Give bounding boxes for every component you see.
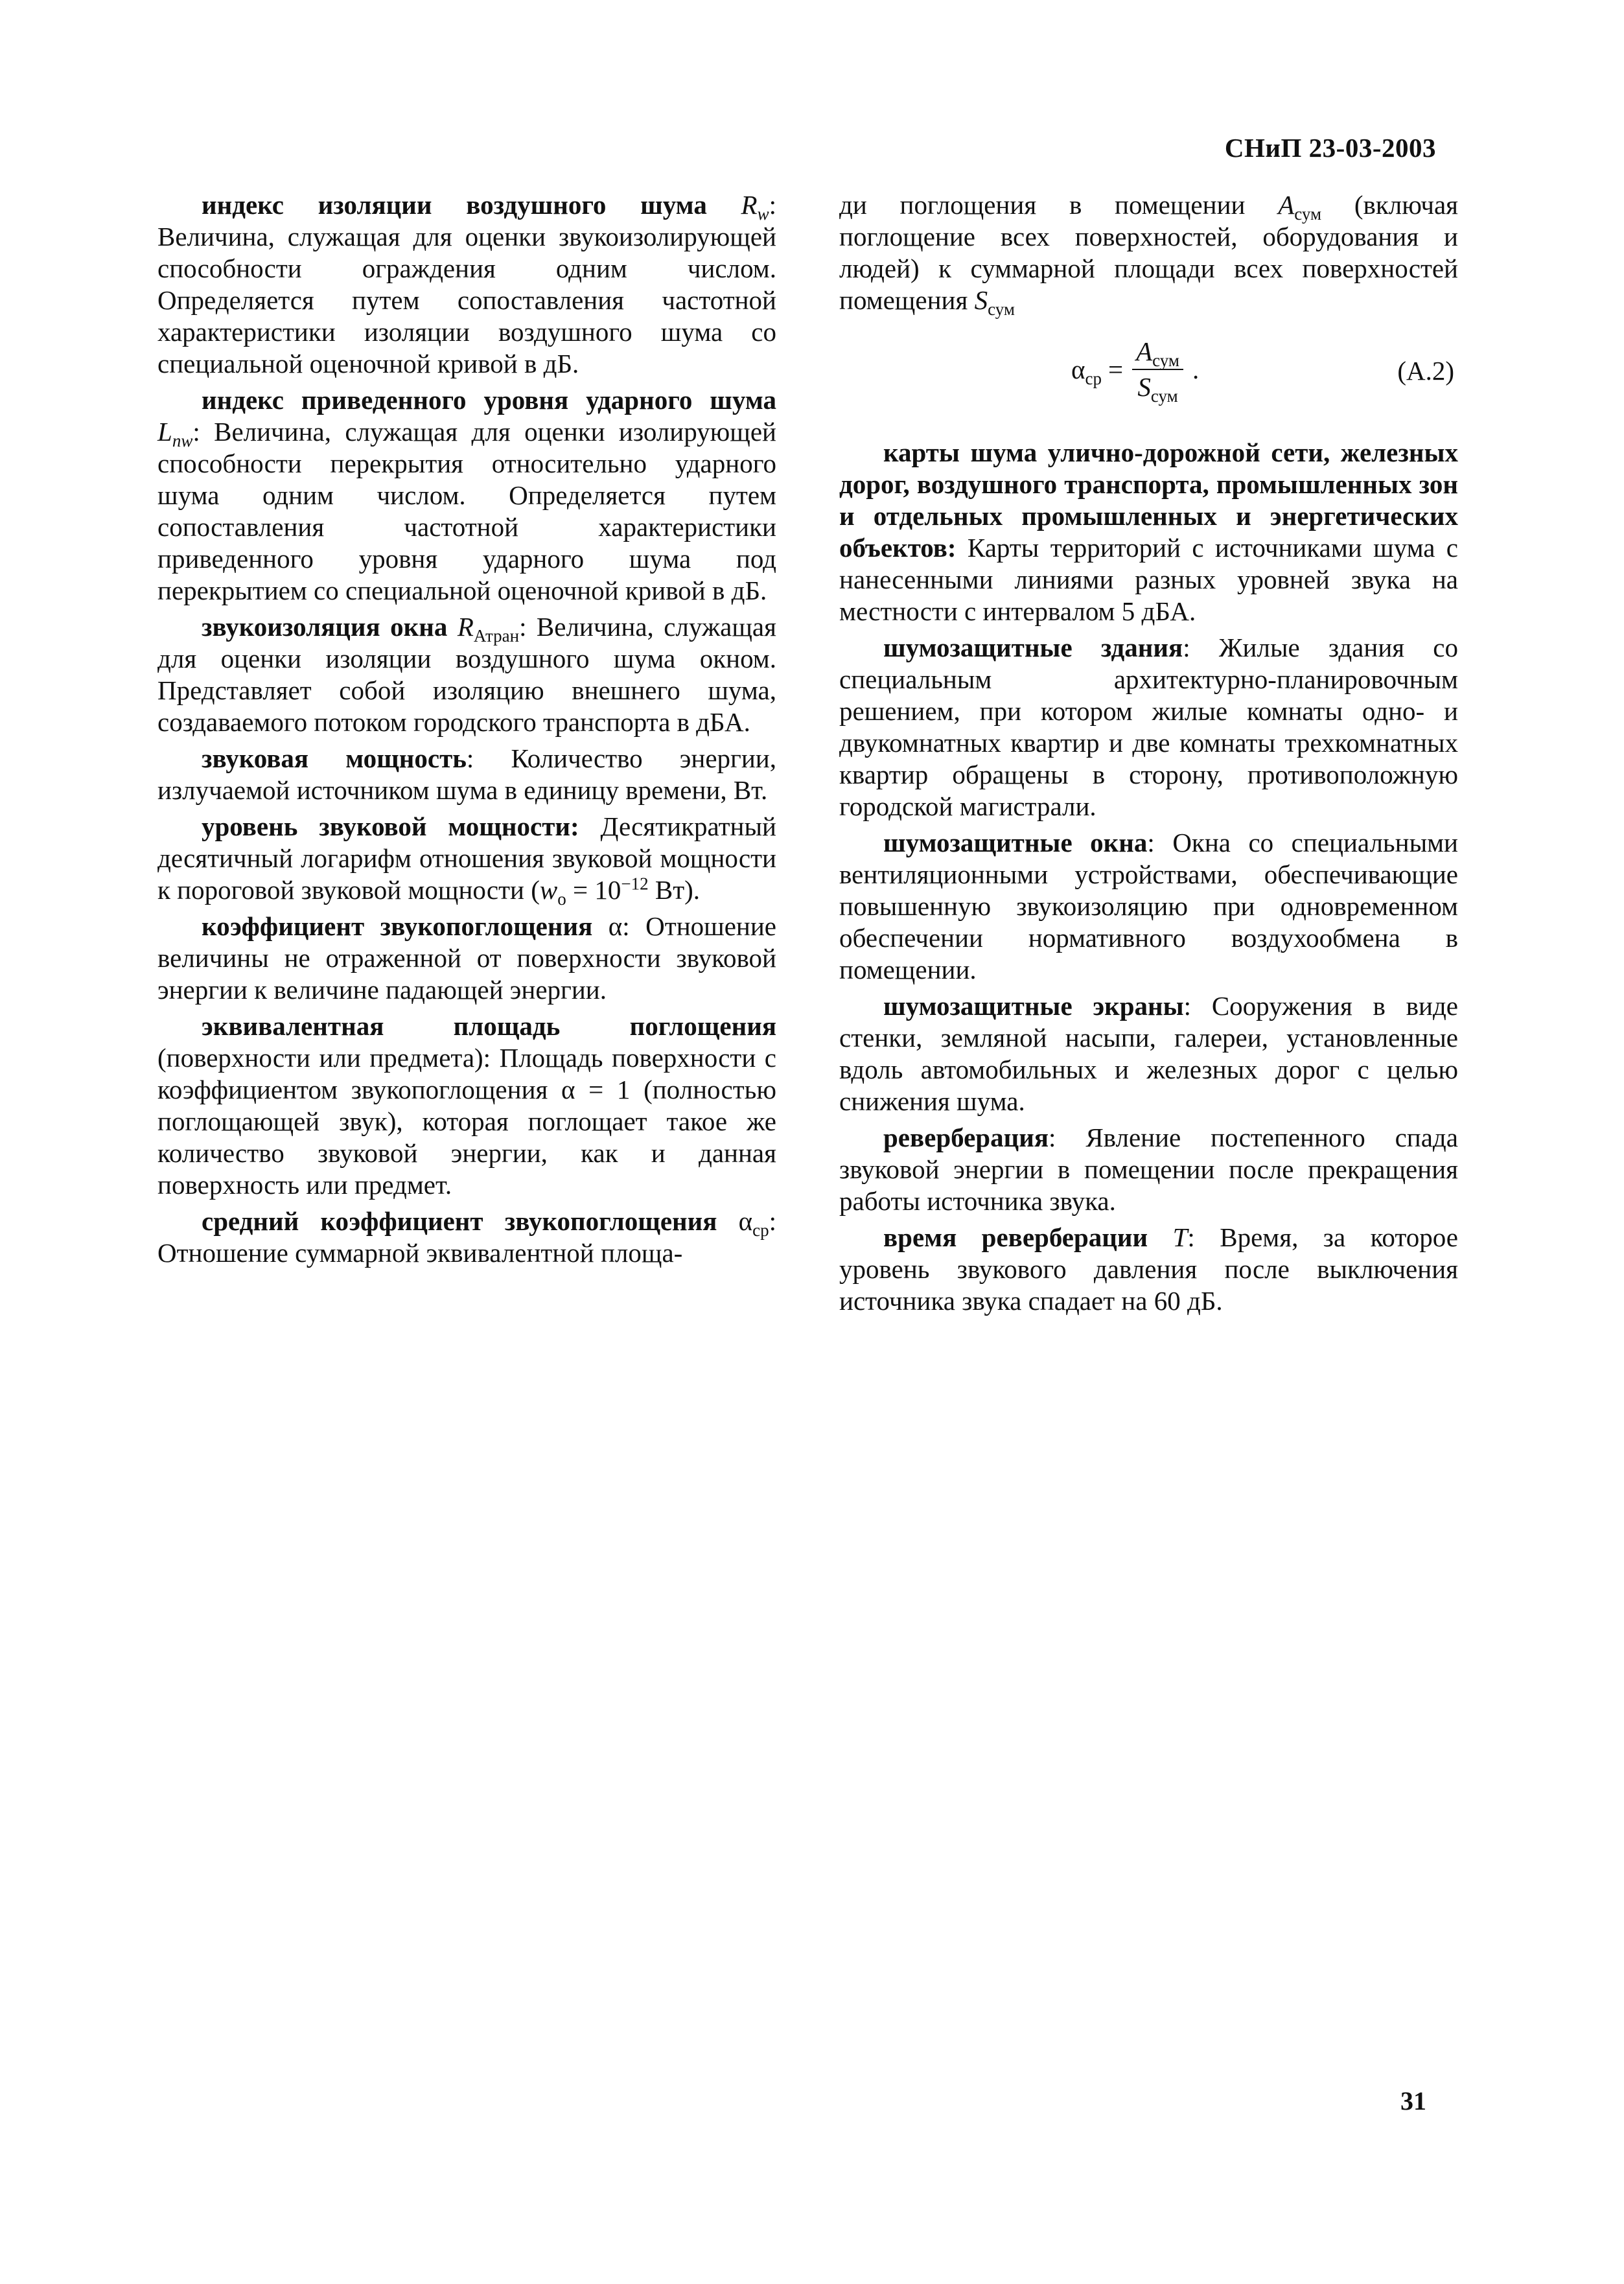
separator: : — [1147, 828, 1173, 857]
definition-text: Явление постепенного спада звуковой энергии в помещении после прекращения работы источника звука. — [839, 1123, 1458, 1216]
numerator-subscript: сум — [1152, 351, 1179, 371]
definition-text: Величина, служащая для оценки звукоизолирующей способности ограждения одним числом. Определяется путем сопоставления частотной характеристики изоляции воздушного шума со специальной оценочной кривой в дБ. — [157, 222, 776, 379]
definition-absorption-coefficient — [157, 911, 776, 1006]
symbol: w — [539, 875, 558, 905]
symbol-subscript: Атран — [473, 626, 520, 646]
exponent: −12 — [621, 874, 649, 894]
definition-noise-maps — [839, 437, 1458, 627]
separator: : — [1183, 991, 1212, 1021]
definition-term: средний коэффициент звукопоглощения — [202, 1206, 717, 1236]
formula-denominator — [1133, 370, 1181, 406]
definition-term: время реверберации — [883, 1222, 1148, 1252]
separator: : — [1049, 1123, 1086, 1152]
denominator-symbol: S — [1137, 372, 1151, 402]
definition-term: индекс приведенного уровня ударного шума — [202, 385, 776, 415]
definition-text: Отношение величины не отраженной от поверхности звуковой энергии к величине падающей энергии. — [157, 911, 776, 1005]
separator: : — [769, 190, 777, 220]
definition-term: эквивалентная площадь поглощения — [202, 1011, 776, 1041]
definition-reverberation-time — [839, 1222, 1458, 1317]
definition-text: Величина, служащая для оценки изоляции воздушного шума окном. Представляет собой изоляцию внешнего шума, создаваемого потоком городского транспорта в дБА. — [157, 612, 776, 737]
separator: : — [519, 612, 537, 642]
symbol-subscript: ср — [752, 1220, 769, 1241]
definition-sound-power — [157, 743, 776, 806]
separator: : — [466, 743, 511, 773]
page-number: 31 — [1400, 2086, 1426, 2115]
formula-lhs — [1071, 354, 1102, 386]
definition-text: Величина, служащая для оценки изолирующей способности перекрытия относительно ударного шума одним числом. Определяется путем сопоставления частотной характеристики приведенного уровня ударного шума под перекрытием со специальной оценочной кривой в дБ. — [157, 417, 776, 605]
formula-fraction — [1132, 336, 1183, 406]
symbol: α — [738, 1206, 753, 1236]
symbol: α — [608, 911, 623, 941]
symbol: T — [1148, 1222, 1188, 1252]
definition-impact-noise-index — [157, 384, 776, 607]
left-column — [157, 189, 776, 1274]
symbol: R — [741, 190, 758, 220]
denominator-subscript: сум — [1150, 386, 1178, 406]
definition-equivalent-absorption-area — [157, 1010, 776, 1201]
definition-text: (поверхности или предмета): Площадь поверхности с коэффициентом звукопоглощения α = 1 (полностью поглощающей звук), которая поглощает такое же количество звуковой энергии, как и данная поверхность или предмет. — [157, 1043, 776, 1200]
definition-term: шумозащитные окна — [883, 828, 1148, 857]
page-header: СНиП 23-03-2003 — [1224, 133, 1436, 163]
definition-text: Окна со специальными вентиляционными устройствами, обеспечивающие повышенную звукоизоляцию при одновременном обеспечении нормативного воздухообмена в помещении. — [839, 828, 1458, 985]
numerator-symbol: A — [1136, 336, 1153, 366]
right-column — [839, 189, 1458, 1322]
symbol-subscript: nw — [172, 431, 193, 451]
definition-text-after: (включая поглощение всех поверхностей, оборудования и людей) к суммарной площади всех поверхностей помещения — [839, 190, 1458, 315]
symbol-subscript: сум — [1294, 204, 1322, 224]
separator: : — [1183, 633, 1219, 662]
definition-text: ди поглощения в помещении — [839, 190, 1279, 220]
definition-text: Отношение суммарной эквивалентной площа- — [157, 1238, 683, 1268]
definition-text: Жилые здания со специальным архитектурно-планировочным решением, при котором жилые комнаты одно- и двукомнатных квартир и две комнаты трехкомнатных квартир обращены в сторону, противоположную городской магистрали. — [839, 633, 1458, 821]
definition-term: реверберация — [883, 1123, 1049, 1152]
definition-noise-protective-buildings — [839, 632, 1458, 822]
separator: : — [769, 1206, 777, 1236]
formula-numerator — [1132, 336, 1183, 370]
formula-lhs-subscript: ср — [1085, 368, 1102, 388]
definition-term: карты шума улично-дорожной сети, железных дорог, воздушного транспорта, промышленных зон и отдельных промышленных и энергетических объектов: — [839, 437, 1458, 563]
definition-mean-absorption-coefficient — [157, 1206, 776, 1269]
separator: : — [1187, 1222, 1220, 1252]
formula-equals: = — [1108, 354, 1124, 384]
definition-text: Карты территорий с источниками шума с нанесенными линиями разных уровней звука на местности с интервалом 5 дБА. — [839, 533, 1458, 626]
definition-text: Количество энергии, излучаемой источником шума в единицу времени, Вт. — [157, 743, 776, 805]
symbol-subscript: w — [757, 204, 769, 224]
definition-term: шумозащитные здания — [883, 633, 1183, 662]
definition-term: индекс изоляции воздушного шума — [202, 190, 707, 220]
formula-expression — [1071, 336, 1200, 406]
definition-continuation — [839, 189, 1458, 320]
definition-noise-barriers — [839, 990, 1458, 1117]
definition-text: Сооружения в виде стенки, земляной насыпи, галереи, установленные вдоль автомобильных и железных дорог с целью снижения шума. — [839, 991, 1458, 1116]
definition-noise-protective-windows — [839, 827, 1458, 986]
definition-text: Время, за которое уровень звукового давления после выключения источника звука спадает на 60 дБ. — [839, 1222, 1458, 1316]
definition-term: уровень звуковой мощности: — [202, 811, 579, 841]
definition-text-end: Вт). — [648, 875, 701, 905]
symbol: A — [1278, 190, 1295, 220]
definition-term: звуковая мощность — [202, 743, 467, 773]
definition-reverberation — [839, 1122, 1458, 1217]
formula-number: (А.2) — [1397, 356, 1454, 386]
symbol: R — [457, 612, 474, 642]
separator: : — [192, 417, 215, 447]
formula-a2 — [839, 332, 1458, 417]
separator: : — [622, 911, 646, 941]
symbol: L — [157, 417, 172, 447]
definition-text-after: = 10 — [566, 875, 621, 905]
definition-airborne-noise-index — [157, 189, 776, 380]
symbol-subscript: о — [557, 889, 566, 909]
formula-lhs-symbol: α — [1071, 354, 1085, 384]
definition-text: Десятикратный десятичный логарифм отношения звуковой мощности к пороговой звуковой мощности ( — [157, 811, 776, 905]
definition-term: шумозащитные экраны — [883, 991, 1184, 1021]
definition-sound-power-level — [157, 811, 776, 909]
definition-term: звукоизоляция окна — [202, 612, 448, 642]
symbol: S — [974, 285, 988, 315]
definition-window-insulation — [157, 611, 776, 738]
symbol-subscript: сум — [988, 299, 1015, 320]
definition-term: коэффициент звукопоглощения — [202, 911, 593, 941]
formula-dot: . — [1192, 354, 1200, 384]
